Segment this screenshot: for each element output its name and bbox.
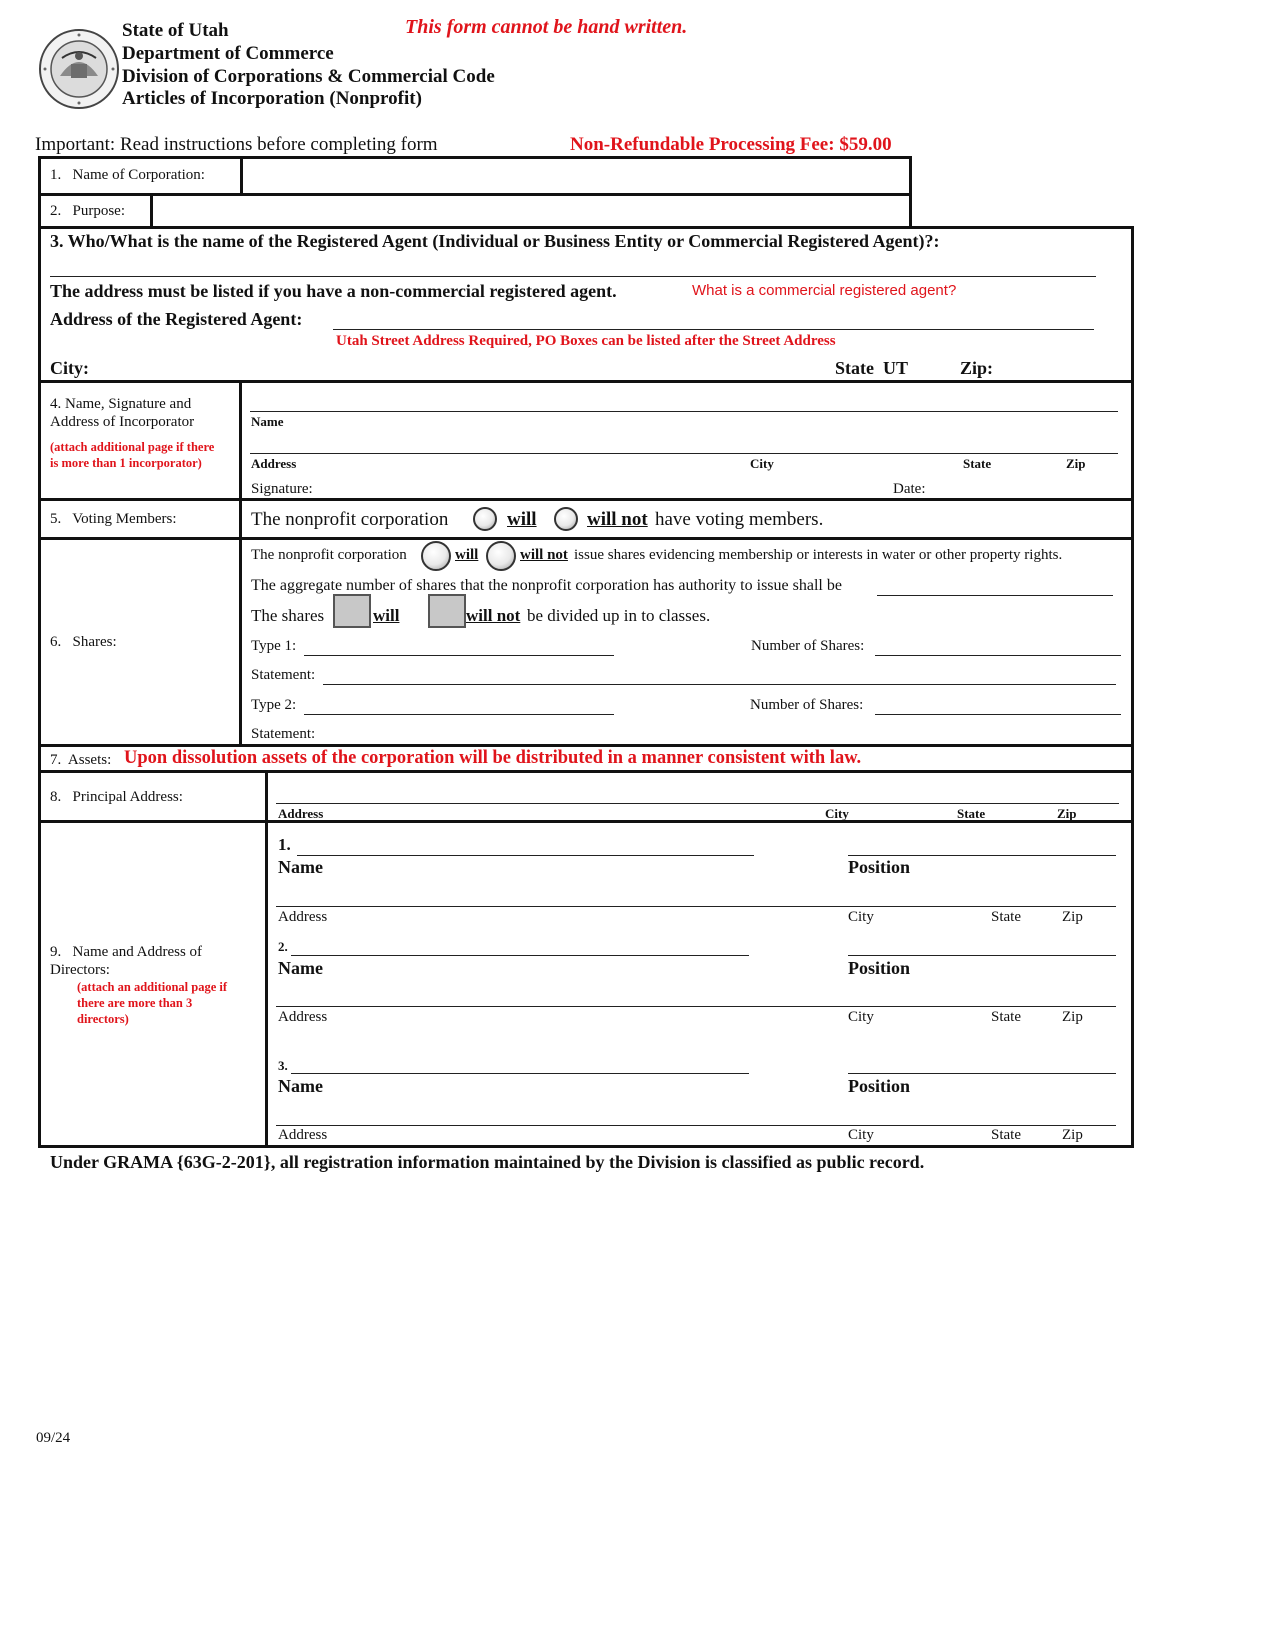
directors-label: 9. Name and Address of Directors: [50,944,206,978]
principal-zip-caption: Zip [1057,806,1077,821]
street-address-note: Utah Street Address Required, PO Boxes can be listed after the Street Address [336,333,836,349]
state-seal-icon [38,28,120,110]
type1-shares-label: Number of Shares: [751,638,865,654]
principal-city-caption: City [825,806,849,821]
issue-shares-will-label: will [455,547,479,563]
director-1-name-line[interactable] [297,855,754,856]
director-1-number: 1. [278,835,291,854]
director-2-number: 2. [278,939,288,954]
signature-field[interactable] [330,478,870,498]
directors-note: (attach an additional page if there are more than 3 directors) [77,980,228,1026]
name-of-corporation-input[interactable] [245,161,907,191]
incorporator-note: (attach additional page if there is more than 1 incorporator) [50,440,215,470]
handwritten-warning: This form cannot be hand written. [405,16,688,38]
type1-label: Type 1: [251,638,297,654]
purpose-input[interactable] [155,198,907,224]
type1-shares-line[interactable] [875,655,1121,656]
incorporator-name-line[interactable] [250,411,1118,412]
shares-p1-suffix: issue shares evidencing membership or interests in water or other property rights. [574,547,1063,563]
director-2-state-caption: State [991,1009,1021,1025]
aggregate-shares-line[interactable] [877,595,1113,596]
agent-zip-label: Zip: [960,358,994,378]
director-3-state-caption: State [991,1127,1021,1143]
director-1-city-caption: City [848,909,874,925]
director-3-city-caption: City [848,1127,874,1143]
header-department: Department of Commerce [122,43,334,64]
voting-will-label: will [507,509,537,530]
principal-address-line[interactable] [276,803,1119,804]
voting-will-not-label: will not [587,509,648,530]
state-seal [38,28,120,110]
classes-will-checkbox[interactable] [333,594,371,628]
agent-state-label: State UT [835,358,908,378]
processing-fee: Non-Refundable Processing Fee: $59.00 [570,134,892,155]
director-3-address-caption: Address [278,1127,328,1143]
statement1-line[interactable] [323,684,1116,685]
shares-p1-prefix: The nonprofit corporation [251,547,407,563]
classes-will-label: will [373,606,400,625]
principal-state-caption: State [957,806,986,821]
purpose-label: 2. Purpose: [50,203,125,219]
voting-will-not-radio[interactable] [554,507,578,531]
assets-statement: Upon dissolution assets of the corporation will be distributed in a manner consistent with law. [124,748,862,768]
director-2-name-caption: Name [278,958,323,978]
address-requirement-note: The address must be listed if you have a non-commercial registered agent. [50,281,617,301]
incorporator-address-caption: Address [251,456,297,471]
statement1-label: Statement: [251,667,316,683]
name-of-corporation-label: 1. Name of Corporation: [50,167,205,183]
director-1-position-caption: Position [848,857,911,877]
issue-shares-will-not-radio[interactable] [486,541,516,571]
director-3-address-line[interactable] [276,1125,1116,1126]
header-form-title: Articles of Incorporation (Nonprofit) [122,88,422,109]
director-2-name-line[interactable] [291,955,749,956]
assets-label: 7. Assets: [50,752,112,768]
grama-notice: Under GRAMA {63G-2-201}, all registration information maintained by the Division is classified as public record. [50,1152,925,1172]
type2-label: Type 2: [251,697,297,713]
principal-address-caption: Address [278,806,324,821]
director-3-zip-caption: Zip [1062,1127,1083,1143]
date-label: Date: [893,481,926,497]
type2-line[interactable] [304,714,614,715]
director-2-position-line[interactable] [848,955,1116,956]
issue-shares-will-not-label: will not [520,547,568,563]
voting-suffix: have voting members. [655,509,824,530]
director-1-zip-caption: Zip [1062,909,1083,925]
director-2-address-caption: Address [278,1009,328,1025]
director-3-number: 3. [278,1058,288,1073]
director-1-state-caption: State [991,909,1021,925]
voting-members-label: 5. Voting Members: [50,511,177,527]
aggregate-shares-text: The aggregate number of shares that the nonprofit corporation has authority to issue shall be [251,577,842,594]
voting-will-radio[interactable] [473,507,497,531]
director-3-position-caption: Position [848,1076,911,1096]
director-1-address-line[interactable] [276,906,1116,907]
incorporator-city-caption: City [750,456,774,471]
director-1-address-caption: Address [278,909,328,925]
signature-label: Signature: [251,481,313,497]
statement2-label: Statement: [251,726,316,742]
incorporator-name-caption: Name [251,414,284,429]
incorporator-zip-caption: Zip [1066,456,1086,471]
director-1-name-caption: Name [278,857,323,877]
issue-shares-will-radio[interactable] [421,541,451,571]
shares-classes-suffix: be divided up in to classes. [527,606,711,625]
type2-shares-label: Number of Shares: [750,697,864,713]
agent-city-label: City: [50,358,89,378]
director-1-position-line[interactable] [848,855,1116,856]
director-3-name-caption: Name [278,1076,323,1096]
registered-agent-question: 3. Who/What is the name of the Registered Agent (Individual or Business Entity or Commercial Registered Agent)?: [50,231,940,251]
commercial-agent-link[interactable]: What is a commercial registered agent? [692,282,957,299]
header-division: Division of Corporations & Commercial Code [122,66,495,87]
important-note: Important: Read instructions before completing form [35,134,438,155]
shares-classes-prefix: The shares [251,606,325,625]
voting-prefix: The nonprofit corporation [251,509,449,530]
director-3-position-line[interactable] [848,1073,1116,1074]
principal-address-label: 8. Principal Address: [50,789,183,805]
director-2-city-caption: City [848,1009,874,1025]
director-2-position-caption: Position [848,958,911,978]
director-2-address-line[interactable] [276,1006,1116,1007]
agent-address-label: Address of the Registered Agent: [50,309,303,329]
incorporator-label: 4. Name, Signature and Address of Incorporator [50,396,195,430]
header-state: State of Utah [122,20,229,41]
incorporator-state-caption: State [963,456,992,471]
shares-label: 6. Shares: [50,634,117,650]
classes-will-not-checkbox[interactable] [428,594,466,628]
director-3-name-line[interactable] [291,1073,749,1074]
incorporator-address-line[interactable] [250,453,1118,454]
type2-shares-line[interactable] [875,714,1121,715]
agent-address-line[interactable] [333,329,1094,330]
registered-agent-name-line[interactable] [50,276,1096,277]
type1-line[interactable] [304,655,614,656]
director-2-zip-caption: Zip [1062,1009,1083,1025]
classes-will-not-label: will not [466,606,521,625]
form-version: 09/24 [36,1430,71,1446]
